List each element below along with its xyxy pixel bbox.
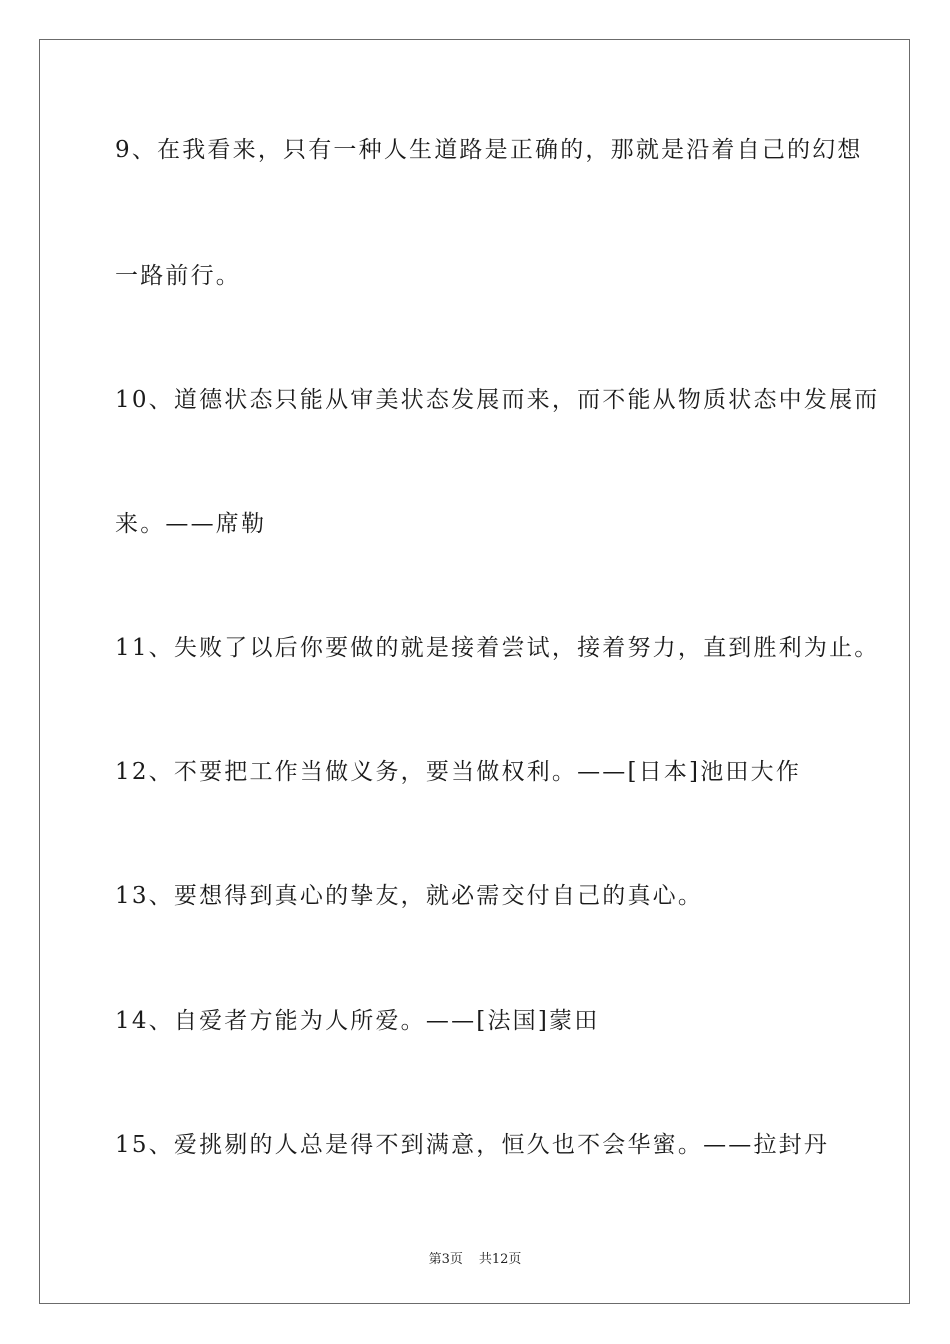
text-line-10b: 来。——席勒 <box>115 511 267 537</box>
page-border <box>39 39 910 1304</box>
text-line-13: 13、要想得到真心的挚友，就必需交付自己的真心。 <box>115 883 704 909</box>
page-footer <box>0 1248 950 1267</box>
text-line-14: 14、自爱者方能为人所爱。——[法国]蒙田 <box>115 1008 600 1034</box>
page-number: 第3页 <box>428 1252 463 1267</box>
text-line-11: 11、失败了以后你要做的就是接着尝试，接着努力，直到胜利为止。 <box>115 635 880 661</box>
text-line-9a: 9、在我看来，只有一种人生道路是正确的，那就是沿着自己的幻想 <box>115 137 863 163</box>
text-line-12: 12、不要把工作当做义务，要当做权利。——[日本]池田大作 <box>115 759 802 785</box>
page-total: 共12页 <box>478 1252 522 1267</box>
text-line-10a: 10、道德状态只能从审美状态发展而来，而不能从物质状态中发展而 <box>115 387 880 413</box>
text-line-9b: 一路前行。 <box>115 263 241 289</box>
text-line-15: 15、爱挑剔的人总是得不到满意，恒久也不会华蜜。——拉封丹 <box>115 1132 830 1158</box>
